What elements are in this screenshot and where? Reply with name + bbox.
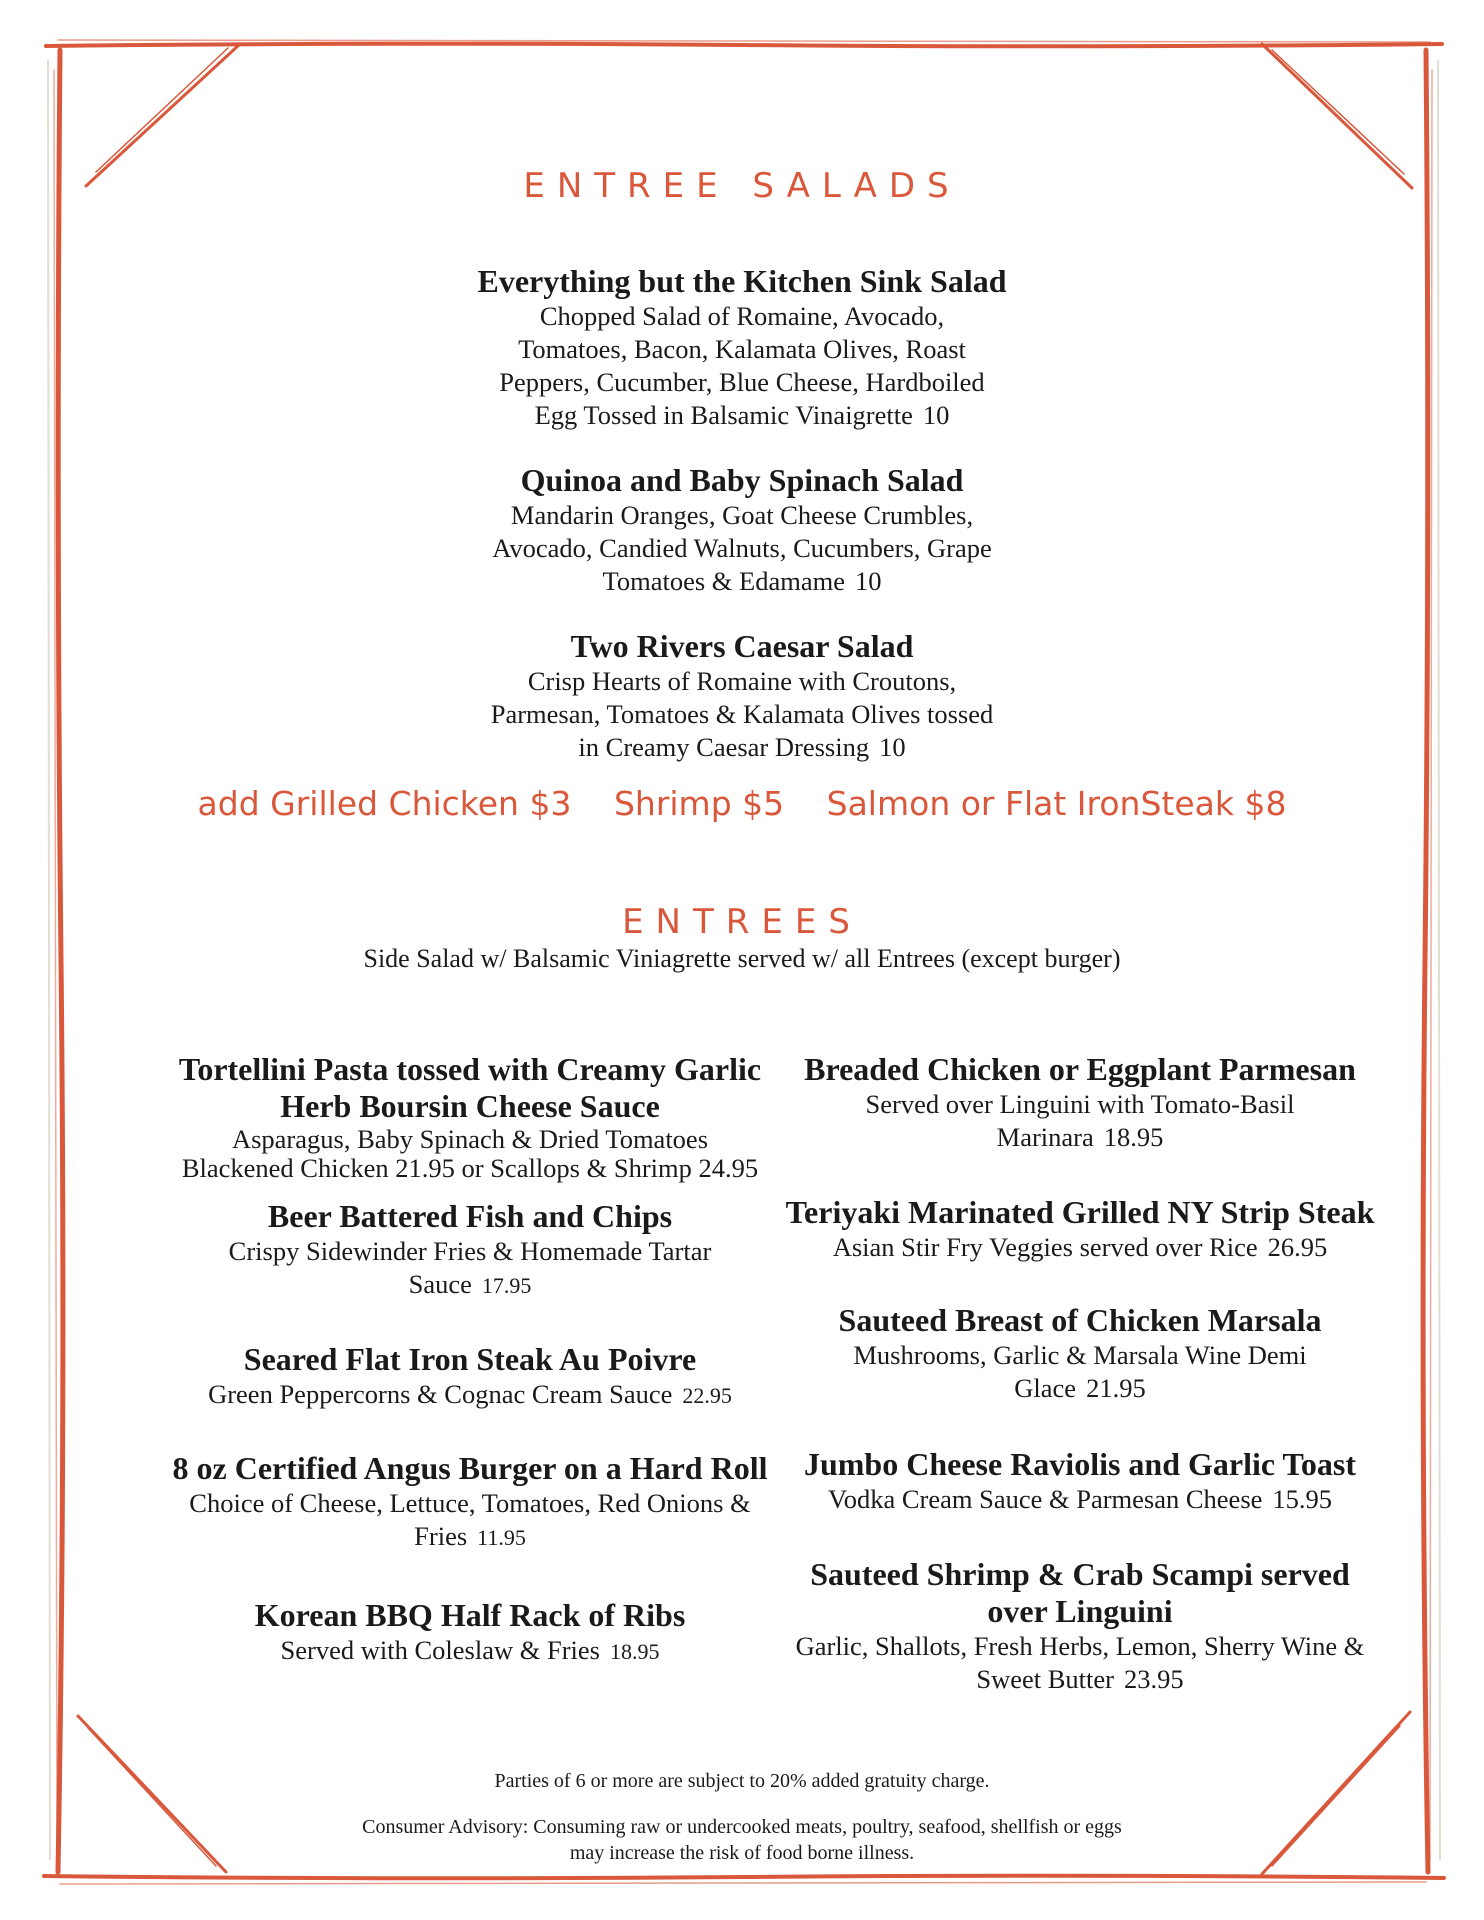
item-name: Herb Boursin Cheese Sauce [280,1088,660,1124]
item-desc-line: in Creamy Caesar Dressing [578,732,870,762]
item-desc-line: Fries [414,1521,468,1551]
item-desc-line: Parmesan, Tomatoes & Kalamata Olives tossed [490,699,994,729]
item-desc-line: Served over Linguini with Tomato-Basil [865,1089,1295,1119]
item-desc-line: Vodka Cream Sauce & Parmesan Cheese [827,1484,1263,1514]
item-name: Teriyaki Marinated Grilled NY Strip Steak [785,1194,1375,1230]
item-desc-line: Green Peppercorns & Cognac Cream Sauce [208,1379,673,1409]
addon-chicken: add Grilled Chicken $3 [197,784,572,823]
item-price: 23.95 [1124,1664,1184,1694]
item-desc-line: Blackened Chicken 21.95 or Scallops & Shrimp 24.95 [181,1153,759,1183]
item-name: Quinoa and Baby Spinach Salad [520,462,964,498]
item-price: 26.95 [1267,1232,1328,1262]
item-name: Jumbo Cheese Raviolis and Garlic Toast [803,1446,1357,1482]
consumer-advisory-line1: Consumer Advisory: Consuming raw or undercooked meats, poultry, seafood, shellfish or eggs [362,1816,1122,1838]
item-desc-line: Peppers, Cucumber, Blue Cheese, Hardboiled [499,367,985,397]
item-price: 18.95 [609,1639,660,1664]
item-name: over Linguini [987,1593,1173,1629]
item-name: Breaded Chicken or Eggplant Parmesan [804,1051,1356,1087]
entree-fish-chips [150,1198,790,1302]
entree-ribs [150,1597,790,1668]
item-price: 21.95 [1086,1373,1146,1403]
salad-addons [0,784,1484,823]
entree-parmesan [760,1051,1400,1154]
consumer-advisory-line2: may increase the risk of food borne illness. [569,1842,915,1864]
item-desc-line: Asparagus, Baby Spinach & Dried Tomatoes [231,1124,709,1154]
item-desc-line: Served with Coleslaw & Fries [280,1635,600,1665]
item-desc-line: Tomatoes, Bacon, Kalamata Olives, Roast [518,334,966,364]
item-desc-line: Avocado, Candied Walnuts, Cucumbers, Grape [492,533,992,563]
item-desc-line: Glace [1014,1373,1077,1403]
item-name: Two Rivers Caesar Salad [570,628,914,664]
addon-salmon-steak: Salmon or Flat IronSteak $8 [826,784,1287,823]
item-desc-line: Garlic, Shallots, Fresh Herbs, Lemon, Sherry Wine & [795,1631,1365,1661]
item-name: Korean BBQ Half Rack of Ribs [254,1597,686,1633]
salad-caesar [442,628,1042,764]
item-desc-line: Mandarin Oranges, Goat Cheese Crumbles, [510,500,974,530]
entree-chicken-marsala [760,1302,1400,1405]
item-desc-line: Crispy Sidewinder Fries & Homemade Tartar [228,1236,712,1266]
item-desc-line: Sweet Butter [976,1664,1114,1694]
entree-salads-title: ENTREE SALADS [523,166,961,206]
item-price: 11.95 [477,1525,526,1550]
entree-burger [150,1450,790,1554]
entree-flat-iron [150,1341,790,1412]
addon-shrimp: Shrimp $5 [613,784,785,823]
item-name: 8 oz Certified Angus Burger on a Hard Roll [172,1450,768,1486]
item-name: Seared Flat Iron Steak Au Poivre [243,1341,697,1377]
item-desc-line: Crisp Hearts of Romaine with Croutons, [527,666,957,696]
item-desc-line: Egg Tossed in Balsamic Vinaigrette [534,400,913,430]
entree-ny-strip [760,1194,1400,1264]
item-desc-line: Marinara [996,1122,1094,1152]
item-desc-line: Mushrooms, Garlic & Marsala Wine Demi [853,1340,1307,1370]
item-desc-line: Tomatoes & Edamame [602,566,845,596]
item-price: 10 [922,400,950,430]
entrees-note: Side Salad w/ Balsamic Viniagrette served w/ all Entrees (except burger) [363,944,1121,973]
salad-kitchen-sink [442,263,1042,432]
entree-tortellini [150,1051,790,1183]
item-price: 22.95 [682,1383,732,1408]
entrees-title: ENTREES [622,902,862,942]
item-price: 10 [879,732,906,762]
entree-raviolis [760,1446,1400,1516]
entree-scampi [760,1556,1400,1696]
item-name: Tortellini Pasta tossed with Creamy Garlic [178,1051,762,1087]
item-price: 17.95 [481,1273,532,1298]
item-price: 15.95 [1272,1484,1333,1514]
item-name: Beer Battered Fish and Chips [267,1198,673,1234]
gratuity-note: Parties of 6 or more are subject to 20% added gratuity charge. [494,1770,990,1792]
item-name: Everything but the Kitchen Sink Salad [477,263,1007,299]
item-desc-line: Chopped Salad of Romaine, Avocado, [539,301,945,331]
item-name: Sauteed Breast of Chicken Marsala [838,1302,1322,1338]
item-desc-line: Sauce [408,1269,472,1299]
item-price: 18.95 [1103,1122,1164,1152]
item-desc-line: Choice of Cheese, Lettuce, Tomatoes, Red Onions & [189,1488,751,1518]
item-name: Sauteed Shrimp & Crab Scampi served [810,1556,1350,1592]
item-price: 10 [854,566,882,596]
salad-quinoa-spinach [442,462,1042,598]
item-desc-line: Asian Stir Fry Veggies served over Rice [832,1232,1258,1262]
